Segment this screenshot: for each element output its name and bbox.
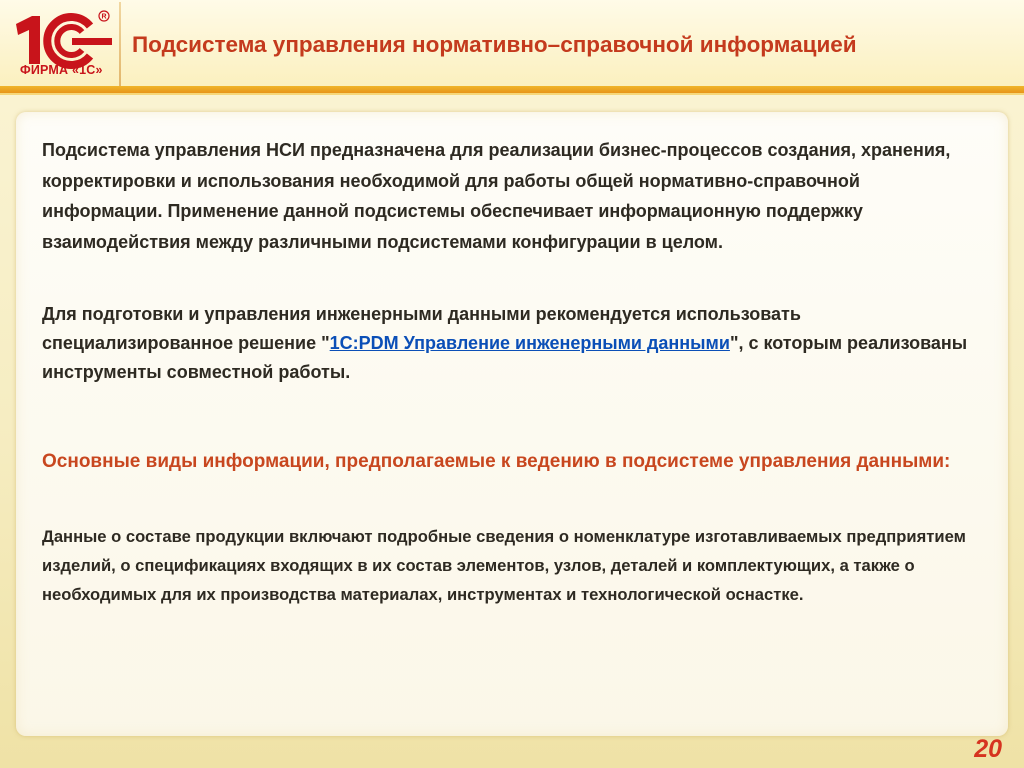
header-divider [119, 2, 121, 86]
header-rule [0, 86, 1024, 93]
pdm-solution-link[interactable]: 1С:PDM Управление инженерными данными [329, 333, 730, 353]
logo-tagline: ФИРМА «1С» [20, 63, 103, 77]
page-number: 20 [974, 735, 1002, 763]
paragraph2-text-before: Для подготовки и управления инженерными данными рекомендуется использовать специализированное решение " [42, 304, 801, 353]
paragraph-product-data: Данные о составе продукции включают подробные сведения о номенклатуре изготавливаемых предприятием изделий, о спецификациях входящих в их состав элементов, узлов, деталей и комплектующих, а также о необходимых для их производства материалах, инструментах и технологической оснастке. [42, 527, 966, 604]
paragraph2-text-after: ", с которым реализованы инструменты совместной работы. [42, 333, 968, 382]
svg-text:R: R [101, 13, 107, 21]
logo-mark-1c-icon [10, 8, 114, 70]
slide-title: Подсистема управления нормативно–справочной информацией [132, 32, 857, 57]
section-heading: Основные виды информации, предполагаемые к ведению в подсистеме управления данными: [42, 451, 951, 472]
paragraph-nsi-description: Подсистема управления НСИ предназначена для реализации бизнес-процессов создания, хранения, корректировки и использования необходимой для работы общей нормативно-справочной информации. Применение данной подсистемы обеспечивает информационную поддержку взаимодействия между различными подсистемами конфигурации в целом. [42, 140, 951, 252]
paragraph-pdm-recommendation [42, 300, 982, 387]
header-rule-highlight [0, 93, 1024, 95]
